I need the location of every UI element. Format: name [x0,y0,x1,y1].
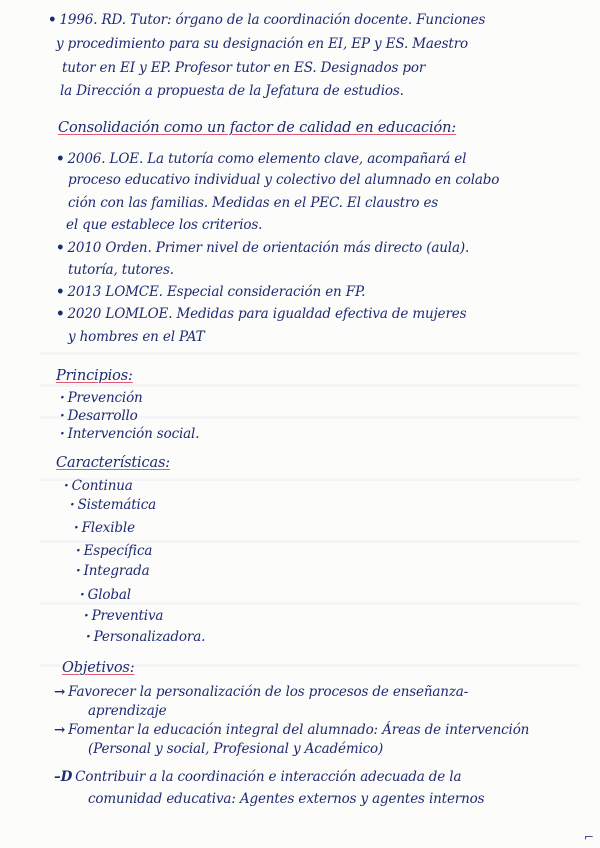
arrow-icon: → [54,684,66,700]
note-line: • 2013 LOMCE. Especial consideración en FP. [56,284,366,300]
note-line: proceso educativo individual y colectivo del alumnado en colabo [68,172,500,188]
note-line: y hombres en el PAT [68,329,205,345]
bullet-mark: • [56,240,65,256]
note-line: y procedimiento para su designación en EI, EP y ES. Maestro [56,36,468,52]
note-line: • 2006. LOE. La tutoría como elemento clave, acompañará el [56,151,467,167]
bullet-mark: · [84,608,89,624]
note-line: • 2020 LOMLOE. Medidas para igualdad efectiva de mujeres [56,306,467,322]
bleed-through-line [40,352,580,355]
bleed-through-line [40,384,580,387]
bullet-mark: · [60,408,65,424]
list-item: · Sistemática [70,497,157,513]
bullet-mark: · [70,497,75,513]
section-heading-objetivos: Objetivos: [62,660,135,676]
note-line: aprendizaje [88,703,167,719]
bullet-mark: · [86,629,91,645]
bullet-mark: · [60,426,65,442]
bullet-mark: · [74,520,79,536]
list-item: · Integrada [76,563,150,579]
bullet-mark: · [76,563,81,579]
note-line: la Dirección a propuesta de la Jefatura de estudios. [60,83,404,99]
bullet-mark: · [64,478,69,494]
list-item: · Personalizadora. [86,629,206,645]
objective-item: → Favorecer la personalización de los procesos de enseñanza- [54,684,469,700]
bullet-mark: · [60,390,65,406]
bullet-mark: • [56,306,65,322]
note-line: comunidad educativa: Agentes externos y agentes internos [88,791,485,807]
objective-item: –D Contribuir a la coordinación e interacción adecuada de la [54,769,462,785]
objective-item: → Fomentar la educación integral del alumnado: Áreas de intervención [54,722,530,738]
bullet-mark: • [56,151,65,167]
section-heading-caracteristicas: Características: [56,455,171,471]
note-line: tutor en EI y EP. Profesor tutor en ES. Designados por [62,60,426,76]
section-heading-consolidacion: Consolidación como un factor de calidad en educación: [58,120,457,136]
list-item: · Flexible [74,520,135,536]
section-heading-principios: Principios: [56,368,133,384]
list-item: · Global [80,587,131,603]
note-line: • 1996. RD. Tutor: órgano de la coordinación docente. Funciones [48,12,486,28]
note-line: ción con las familias. Medidas en el PEC. El claustro es [68,195,439,211]
list-item: · Preventiva [84,608,164,624]
list-item: · Prevención [60,390,143,406]
bullet-mark: · [76,543,81,559]
note-line: • 2010 Orden. Primer nivel de orientación más directo (aula). [56,240,470,256]
arrow-icon: → [54,722,66,738]
note-line: tutoría, tutores. [68,262,174,278]
list-item: · Desarrollo [60,408,138,424]
note-line: el que establece los criterios. [66,217,263,233]
page-corner-mark: ⌐ [583,830,594,844]
bullet-mark: • [48,12,57,28]
list-item: · Continua [64,478,133,494]
bullet-mark: • [56,284,65,300]
list-item: · Intervención social. [60,426,200,442]
list-item: · Específica [76,543,153,559]
note-line: (Personal y social, Profesional y Académico) [88,741,384,757]
bullet-mark: · [80,587,85,603]
arrow-icon: –D [54,769,73,785]
